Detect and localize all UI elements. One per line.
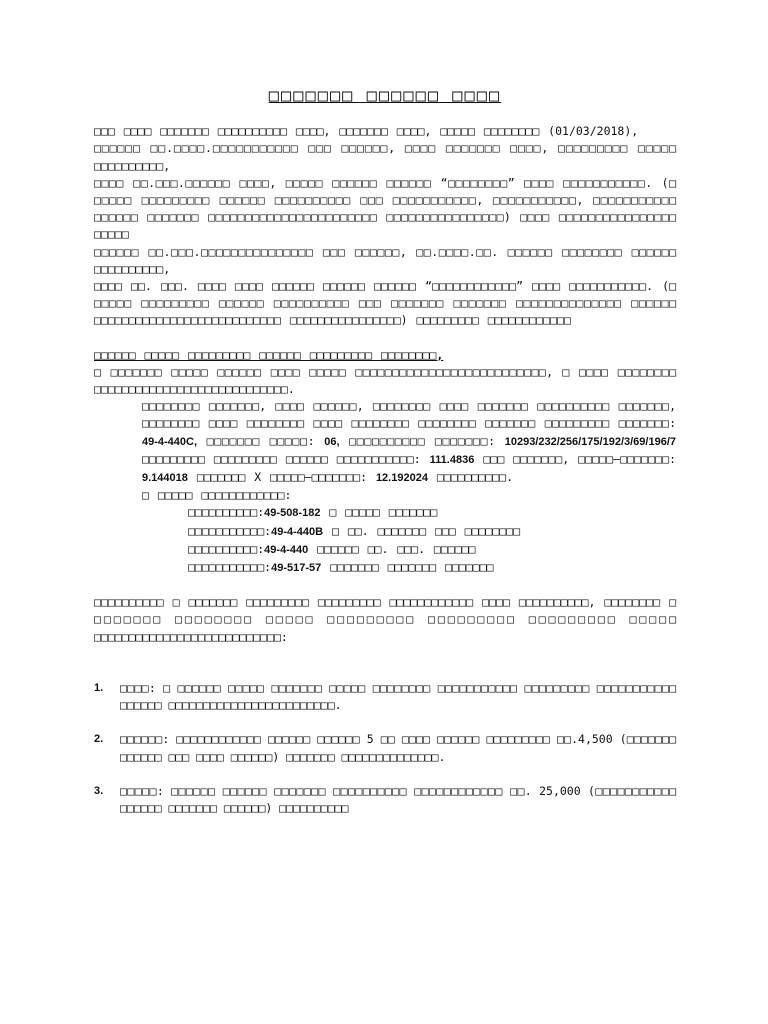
terms-intro: □□□□□□□□□□ □ □□□□□□□ □□□□□□□□□ □□□□□□□□□ □□□□□□□□□□□□ □□□□ □□□□□□□□□□, □□□□□□□□ □ □□□□□□□ □□□□□□□□ □□□□□ □□□□□□□□□ □□□□□□□□□ □□□□□□□□□ □□□□□ □□□□□□□□□□□□□□□□□□□□□□□□□□□: bbox=[94, 595, 676, 644]
term-text: □□□□□: □□□□□□ □□□□□□ □□□□□□□ □□□□□□□□□□ □□□□□□□□□□□□ □□. 25,000 (□□□□□□□□□□□ □□□□□□ □□□□□□□ □□□□□□) □□□□□□□□□□ bbox=[120, 783, 676, 815]
paragraph-party-1: □□□□□□ □□.□□□□.□□□□□□□□□□□ □□□ □□□□□□, □□□□ □□□□□□□ □□□□, □□□□□□□□□ □□□□□ □□□□□□□□□□, bbox=[94, 141, 676, 173]
paragraph-date: □□□ □□□□ □□□□□□□ □□□□□□□□□□ □□□□, □□□□□□□ □□□□, □□□□□ □□□□□□□□ (01/03/2018), bbox=[94, 124, 639, 139]
boundary-rest: □ □□. □□□□□□□ □□□ □□□□□□□□ bbox=[332, 523, 521, 538]
document-title: □□□□□□□ □□□□□□ □□□□ bbox=[268, 86, 502, 106]
property-text bbox=[142, 398, 676, 487]
boundary-rest: □ □□□□□ □□□□□□□ bbox=[329, 505, 438, 520]
boundary-label: □□□□□□□□□□: bbox=[188, 541, 265, 556]
dims-label-2: □□□□□□□ X □□□□□–□□□□□□□: bbox=[196, 470, 367, 485]
term-marker: 1. bbox=[94, 681, 104, 694]
paragraph-party-2-desc: □□□□ □□. □□□. □□□□ □□□□ □□□□□□ □□□□□□ □□□□□□ “□□□□□□□□□□□□” □□□□ □□□□□□□□□□□. (□ □□□□□ □□□□□□□□□ □□□□□□ □□□□□□□□□□ □□□ □□□□□□□ □□□□□□□ □□□□□□□□□□□□□□ □□□□□□ □□□□□□□□□□□□□□□□□□□□□□□□□□□ □□□□□□□□□□□□□□□□) □□□□□□□□□ □□□□□□□□□□□□ bbox=[94, 279, 676, 328]
survey-label: □□□□□□□□□□ □□□□□□□: bbox=[349, 433, 496, 448]
dimension-2: 12.192024 bbox=[375, 472, 428, 485]
paragraph-party-2: □□□□□□ □□.□□□.□□□□□□□□□□□□□□□ □□□ □□□□□□, □□.□□□□.□□. □□□□□□ □□□□□□□□ □□□□□□ □□□□□□□□□□, bbox=[94, 244, 676, 276]
boundary-label: □□□□□□□□□□□: bbox=[188, 523, 272, 538]
dimension-1: 9.144018 bbox=[142, 472, 188, 485]
survey-number: 10293/232/256/175/192/3/69/196/7 bbox=[504, 435, 676, 448]
term-text: □□□□: □ □□□□□□ □□□□□ □□□□□□□ □□□□□ □□□□□□□□ □□□□□□□□□□□ □□□□□□□□□ □□□□□□□□□□□ □□□□□□ □□□□□□□□□□□□□□□□□□□□□□□□. bbox=[120, 680, 676, 713]
boundary-rest: □□□□□□□ □□□□□□□ □□□□□□□ bbox=[330, 560, 494, 575]
boundary-rest: □□□□□□ □□. □□□. □□□□□□ bbox=[317, 541, 476, 556]
boundary-east bbox=[188, 504, 676, 522]
terms-list bbox=[94, 680, 676, 817]
dims-label: □□□ □□□□□□□, □□□□□–□□□□□□□: bbox=[483, 451, 676, 466]
door-number: 49-4-440C, bbox=[142, 435, 198, 448]
term-item bbox=[94, 731, 676, 765]
boundaries-list bbox=[94, 504, 676, 577]
ward-number: 06, bbox=[324, 435, 340, 448]
boundary-value: 49-4-440B bbox=[271, 525, 324, 538]
boundary-south bbox=[188, 559, 676, 577]
boundary-north bbox=[188, 541, 676, 559]
dims-end: □□□□□□□□□□. bbox=[436, 470, 514, 485]
term-item bbox=[94, 680, 676, 714]
boundary-value: 49-4-440 bbox=[264, 543, 309, 556]
boundary-label: □□□□□□□□□□: bbox=[188, 505, 265, 520]
boundary-value: 49-517-57 bbox=[271, 562, 322, 575]
boundary-label: □□□□□□□□□□□: bbox=[188, 560, 272, 575]
ward-label: □□□□□□□ □□□□□: bbox=[206, 433, 315, 448]
document-page bbox=[94, 88, 676, 834]
extent-value: 111.4836 bbox=[429, 453, 475, 466]
boundary-west bbox=[188, 523, 676, 541]
term-marker: 3. bbox=[94, 784, 104, 797]
property-description bbox=[94, 398, 676, 504]
section-heading: □□□□□□ □□□□□ □□□□□□□□□ □□□□□□ □□□□□□□□□ □□□□□□□□, bbox=[94, 347, 444, 362]
term-item bbox=[94, 783, 676, 817]
section-intro: □ □□□□□□□ □□□□□ □□□□□□ □□□□ □□□□□ □□□□□□□□□□□□□□□□□□□□□□□□□□, □ □□□□ □□□□□□□□ □□□□□□□□□□□□□□□□□□□□□□□□□□□□. bbox=[94, 364, 676, 397]
paragraph-party-1-desc: □□□□ □□.□□□.□□□□□□ □□□□, □□□□□ □□□□□□ □□□□□□ “□□□□□□□□” □□□□ □□□□□□□□□□□. (□ □□□□□ □□□□□□□□□ □□□□□□ □□□□□□□□□□ □□□ □□□□□□□□□□□, □□□□□□□□□□□, □□□□□□□□□□□ □□□□□□ □□□□□□□ □□□□□□□□□□□□□□□□□□□□□□□ □□□□□□□□□□□□□□□□) □□□□ □□□□□□□□□□□□□□□□ □□□□□ bbox=[94, 175, 676, 242]
boundaries-label: □ □□□□□ □□□□□□□□□□□□: bbox=[142, 488, 292, 503]
term-marker: 2. bbox=[94, 733, 104, 746]
boundary-value: 49-508-182 bbox=[264, 507, 321, 520]
term-text: □□□□□□: □□□□□□□□□□□□ □□□□□□ □□□□□□ 5 □□ □□□□ □□□□□□ □□□□□□□□□ □□.4,500 (□□□□□□□ □□□□□□ □□□ □□□□ □□□□□□) □□□□□□□ □□□□□□□□□□□□□□. bbox=[120, 732, 676, 764]
property-line1: □□□□□□□□ □□□□□□□, □□□□ □□□□□□, □□□□□□□□ □□□□ □□□□□□□ □□□□□□□□□□ □□□□□□□, □□□□□□□□ □□□□ □□□□□□□□ □□□□ □□□□□□□□ □□□□□□□□ □□□□□□□ □□□□□□□□□ □□□□□□□: bbox=[142, 399, 676, 431]
extent-label: □□□□□□□□□ □□□□□□□□□ □□□□□□ □□□□□□□□□□□: bbox=[142, 451, 421, 466]
